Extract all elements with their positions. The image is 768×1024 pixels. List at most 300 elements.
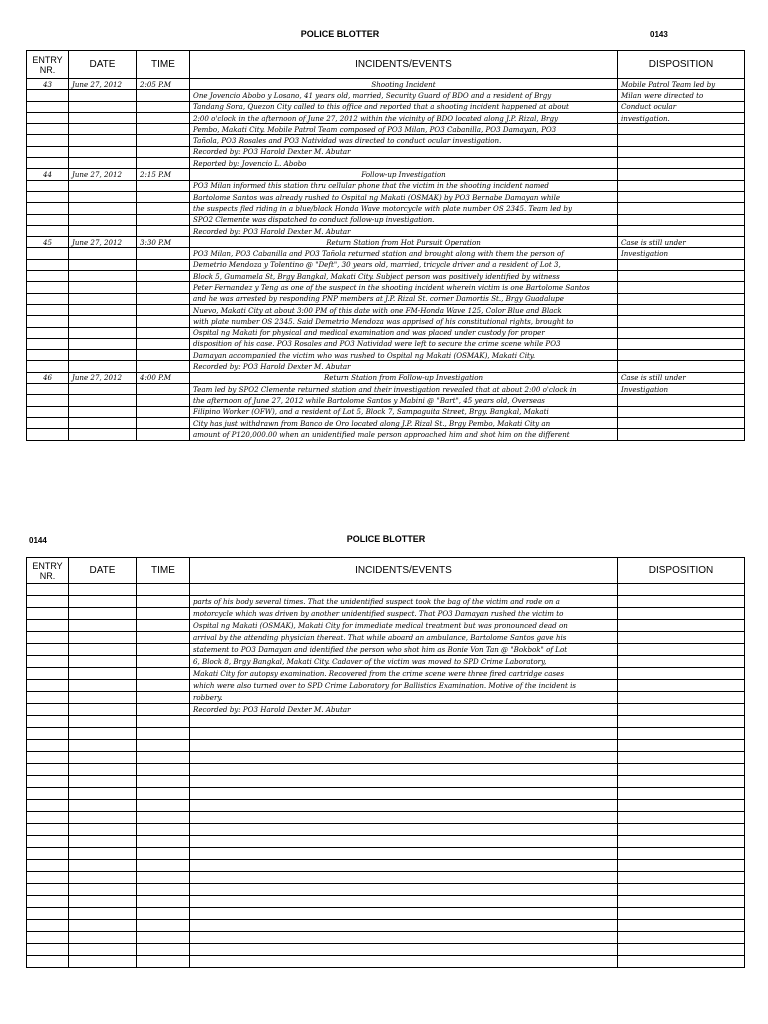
date-cell [69,824,137,836]
disposition-cell [618,692,745,704]
table-row [27,632,745,644]
table-row [27,372,745,383]
date-cell [69,728,137,740]
disposition-cell: Case is still under [618,237,745,248]
date-cell [69,716,137,728]
disposition-cell [618,282,745,293]
time-cell [137,124,190,135]
time-cell: 4:00 P.M [137,372,190,383]
date-cell [69,944,137,956]
table-row [27,860,745,872]
entry-number-cell [27,944,69,956]
entry-number-cell: 43 [27,79,69,90]
table-row [27,656,745,668]
col-header-time: TIME [137,51,190,79]
entry-number-cell [27,800,69,812]
date-cell [69,884,137,896]
page-number: 0143 [650,30,668,39]
table-row [27,203,745,214]
time-cell [137,908,190,920]
date-cell [69,860,137,872]
time-cell [137,632,190,644]
disposition-cell [618,293,745,304]
table-row [27,248,745,259]
entry-number-cell [27,644,69,656]
time-cell [137,293,190,304]
entry-number-cell [27,429,69,440]
table-row [27,237,745,248]
incident-text-cell [190,752,618,764]
page-title: POLICE BLOTTER [346,534,426,544]
entry-number-cell [27,788,69,800]
time-cell [137,728,190,740]
time-cell [137,920,190,932]
disposition-cell [618,764,745,776]
entry-number-cell [27,271,69,282]
date-cell [69,800,137,812]
table-row [27,956,745,968]
date-cell [69,146,137,157]
date-cell [69,836,137,848]
date-cell [69,620,137,632]
entry-number-cell [27,812,69,824]
time-cell [137,417,190,428]
table-row [27,608,745,620]
date-cell [69,920,137,932]
disposition-cell [618,824,745,836]
incident-text-cell [190,836,618,848]
incident-text-cell [190,932,618,944]
entry-number-cell [27,860,69,872]
incident-text-cell: the suspects fled riding in a blue/black Honda Wave motorcycle with plate number OS 2345. Team led by [190,203,618,214]
date-cell [69,101,137,112]
disposition-cell [618,327,745,338]
incident-text-cell: and he was arrested by responding PNP members at J.P. Rizal St. corner Damortis St., Brgy Guadalupe [190,293,618,304]
time-cell [137,101,190,112]
table-row [27,704,745,716]
date-cell [69,304,137,315]
disposition-cell [618,872,745,884]
col-header-entry: ENTRY NR. [27,51,69,79]
disposition-cell [618,716,745,728]
table-header-row [27,558,745,584]
disposition-cell: Investigation [618,384,745,395]
col-header-time: TIME [137,558,190,584]
table-row [27,812,745,824]
incident-text-cell: Tandang Sora, Quezon City called to this office and reported that a shooting incident happened at about [190,101,618,112]
incident-text-cell [190,740,618,752]
table-row [27,668,745,680]
date-cell: June 27, 2012 [69,79,137,90]
table-row [27,800,745,812]
table-row [27,158,745,169]
table-row [27,920,745,932]
entry-number-cell [27,417,69,428]
disposition-cell [618,740,745,752]
incident-text-cell: Recorded by: PO3 Harold Dexter M. Abutar [190,361,618,372]
incident-text-cell [190,920,618,932]
table-row [27,304,745,315]
disposition-cell [618,812,745,824]
incident-text-cell [190,728,618,740]
time-cell [137,656,190,668]
incident-text-cell [190,824,618,836]
incident-text-cell [190,812,618,824]
disposition-cell [618,908,745,920]
disposition-cell [618,203,745,214]
date-cell [69,90,137,101]
date-cell [69,248,137,259]
time-cell [137,350,190,361]
date-cell [69,644,137,656]
time-cell [137,271,190,282]
disposition-cell: Investigation [618,248,745,259]
time-cell: 2:05 P.M [137,79,190,90]
incident-text-cell: Tañola, PO3 Rosales and PO3 Natividad was directed to conduct ocular investigation. [190,135,618,146]
entry-number-cell: 45 [27,237,69,248]
incident-text-cell [190,764,618,776]
time-cell [137,112,190,123]
entry-number-cell [27,920,69,932]
incident-text-cell [190,584,618,596]
incident-text-cell: Reported by: Jovencio L. Abobo [190,158,618,169]
time-cell [137,225,190,236]
disposition-cell [618,259,745,270]
table-row [27,90,745,101]
entry-number-cell [27,282,69,293]
table-row [27,271,745,282]
table-row [27,896,745,908]
incident-text-cell: motorcycle which was driven by another unidentified suspect. That PO3 Damayan rushed the victim to [190,608,618,620]
entry-number-cell [27,824,69,836]
disposition-cell: Case is still under [618,372,745,383]
table-row [27,692,745,704]
entry-number-cell [27,632,69,644]
incident-text-cell: with plate number OS 2345. Said Demetrio Mendoza was apprised of his constitutional rights, brought to [190,316,618,327]
entry-number-cell: 44 [27,169,69,180]
incident-text-cell: SPO2 Clemente was dispatched to conduct follow-up investigation. [190,214,618,225]
time-cell [137,860,190,872]
date-cell [69,191,137,202]
table-row [27,752,745,764]
time-cell [137,800,190,812]
date-cell [69,632,137,644]
disposition-cell [618,146,745,157]
table-row [27,384,745,395]
entry-number-cell [27,776,69,788]
entry-number-cell [27,316,69,327]
date-cell [69,812,137,824]
blotter-table [26,557,745,968]
table-row [27,191,745,202]
table-row [27,124,745,135]
date-cell: June 27, 2012 [69,237,137,248]
date-cell [69,680,137,692]
date-cell [69,848,137,860]
disposition-cell [618,800,745,812]
table-row [27,338,745,349]
table-row [27,908,745,920]
table-row [27,764,745,776]
time-cell [137,824,190,836]
entry-number-cell [27,872,69,884]
table-row [27,872,745,884]
incident-text-cell [190,908,618,920]
table-row [27,716,745,728]
entry-number-cell [27,112,69,123]
time-cell [137,90,190,101]
date-cell [69,656,137,668]
entry-number-cell [27,248,69,259]
blotter-table [26,50,745,441]
disposition-cell [618,956,745,968]
incident-text-cell: statement to PO3 Damayan and identified the person who shot him as Bonie Von Tan @ "Bokbok" of Lot [190,644,618,656]
incident-text-cell [190,716,618,728]
table-row [27,146,745,157]
entry-number-cell [27,608,69,620]
date-cell: June 27, 2012 [69,372,137,383]
table-row [27,101,745,112]
disposition-cell [618,896,745,908]
disposition-cell [618,788,745,800]
disposition-cell [618,620,745,632]
table-row [27,395,745,406]
disposition-cell [618,584,745,596]
time-cell [137,259,190,270]
date-cell [69,395,137,406]
time-cell [137,956,190,968]
table-row [27,406,745,417]
time-cell [137,406,190,417]
entry-number-cell [27,596,69,608]
col-header-entry: ENTRY NR. [27,558,69,584]
incident-text-cell: the afternoon of June 27, 2012 while Bartolome Santos y Mabini @ "Bart", 45 years old, Overseas [190,395,618,406]
table-row [27,327,745,338]
incident-text-cell [190,848,618,860]
time-cell [137,668,190,680]
time-cell [137,716,190,728]
date-cell [69,316,137,327]
time-cell [137,932,190,944]
col-header-disposition: DISPOSITION [618,51,745,79]
disposition-cell [618,704,745,716]
date-cell [69,203,137,214]
date-cell [69,293,137,304]
date-cell [69,788,137,800]
entry-number-cell [27,146,69,157]
date-cell [69,608,137,620]
entry-number-cell: 46 [27,372,69,383]
entry-number-cell [27,848,69,860]
entry-number-cell [27,384,69,395]
entry-number-cell [27,584,69,596]
disposition-cell [618,944,745,956]
disposition-cell [618,225,745,236]
disposition-cell [618,338,745,349]
table-row [27,214,745,225]
disposition-cell [618,271,745,282]
disposition-cell [618,406,745,417]
disposition-cell [618,417,745,428]
time-cell [137,327,190,338]
table-header-row [27,51,745,79]
date-cell [69,271,137,282]
time-cell [137,872,190,884]
incident-text-cell: Ospital ng Makati for physical and medical examination and was placed under custody for proper [190,327,618,338]
date-cell [69,668,137,680]
entry-number-cell [27,259,69,270]
table-row [27,361,745,372]
time-cell [137,620,190,632]
table-row [27,584,745,596]
table-row [27,848,745,860]
time-cell [137,752,190,764]
incident-text-cell: Pembo, Makati City. Mobile Patrol Team composed of PO3 Milan, PO3 Cabanilla, PO3 Damayan, PO3 [190,124,618,135]
date-cell [69,764,137,776]
page-number: 0144 [29,536,47,545]
disposition-cell [618,920,745,932]
date-cell [69,282,137,293]
disposition-cell [618,644,745,656]
table-row [27,884,745,896]
date-cell [69,908,137,920]
entry-number-cell [27,225,69,236]
col-header-incidents: INCIDENTS/EVENTS [190,558,618,584]
incident-text-cell: amount of P120,000.00 when an unidentified male person approached him and shot him on the different [190,429,618,440]
time-cell [137,608,190,620]
disposition-cell [618,884,745,896]
disposition-cell [618,680,745,692]
entry-number-cell [27,191,69,202]
entry-number-cell [27,361,69,372]
entry-number-cell [27,338,69,349]
entry-number-cell [27,214,69,225]
date-cell [69,896,137,908]
date-cell [69,214,137,225]
entry-number-cell [27,293,69,304]
table-row [27,824,745,836]
date-cell [69,135,137,146]
table-row [27,680,745,692]
time-cell [137,812,190,824]
table-row [27,350,745,361]
date-cell [69,225,137,236]
date-cell [69,259,137,270]
entry-number-cell [27,124,69,135]
disposition-cell [618,668,745,680]
incident-text-cell: Nuevo, Makati City at about 3:00 PM of this date with one FM-Honda Wave 125, Color Blue and Black [190,304,618,315]
time-cell [137,884,190,896]
time-cell [137,896,190,908]
entry-number-cell [27,180,69,191]
entry-heading-cell: Return Station from Hot Pursuit Operation [190,237,618,248]
date-cell [69,350,137,361]
incident-text-cell: 2:00 o'clock in the afternoon of June 27, 2012 within the vicinity of BDO located along J.P. Rizal, Brgy [190,112,618,123]
entry-heading-cell: Follow-up Investigation [190,169,618,180]
disposition-cell [618,124,745,135]
table-row [27,225,745,236]
date-cell [69,158,137,169]
date-cell [69,338,137,349]
disposition-cell [618,848,745,860]
incident-text-cell: Recorded by: PO3 Harold Dexter M. Abutar [190,225,618,236]
disposition-cell [618,596,745,608]
incident-text-cell [190,944,618,956]
entry-number-cell [27,350,69,361]
disposition-cell [618,932,745,944]
disposition-cell [618,776,745,788]
entry-number-cell [27,101,69,112]
time-cell [137,788,190,800]
incident-text-cell: parts of his body several times. That the unidentified suspect took the bag of the victim and rode on a [190,596,618,608]
disposition-cell [618,728,745,740]
time-cell [137,740,190,752]
table-row [27,135,745,146]
disposition-cell [618,632,745,644]
time-cell [137,158,190,169]
entry-number-cell [27,752,69,764]
incident-text-cell: City has just withdrawn from Banco de Oro located along J.P. Rizal St., Brgy Pembo, Makati City an [190,417,618,428]
incident-text-cell [190,776,618,788]
time-cell [137,644,190,656]
date-cell [69,384,137,395]
col-header-date: DATE [69,51,137,79]
disposition-cell [618,752,745,764]
time-cell [137,135,190,146]
date-cell [69,956,137,968]
disposition-cell [618,214,745,225]
date-cell [69,704,137,716]
date-cell [69,872,137,884]
table-row [27,429,745,440]
table-row [27,259,745,270]
entry-number-cell [27,668,69,680]
table-row [27,932,745,944]
table-row [27,417,745,428]
incident-text-cell [190,860,618,872]
time-cell [137,848,190,860]
table-row [27,836,745,848]
table-row [27,740,745,752]
incident-text-cell: Makati City for autopsy examination. Recovered from the crime scene were three fired cartridge cases [190,668,618,680]
entry-number-cell [27,304,69,315]
incident-text-cell: Demetrio Mendoza y Tolentino @ "Deft", 30 years old, married, tricycle driver and a resident of Lot 3, [190,259,618,270]
time-cell: 2:15 P.M [137,169,190,180]
table-row [27,944,745,956]
table-row [27,112,745,123]
incident-text-cell: Peter Fernandez y Teng as one of the suspect in the shooting incident wherein victim is one Bartolome Santos [190,282,618,293]
time-cell [137,680,190,692]
incident-text-cell: Block 5, Gumamela St, Brgy Bangkal, Makati City. Subject person was positively identified by witness [190,271,618,282]
time-cell [137,282,190,293]
table-row [27,316,745,327]
time-cell [137,584,190,596]
entry-number-cell [27,704,69,716]
disposition-cell [618,158,745,169]
incident-text-cell [190,872,618,884]
time-cell [137,146,190,157]
date-cell [69,361,137,372]
disposition-cell [618,608,745,620]
disposition-cell [618,180,745,191]
incident-text-cell: PO3 Milan, PO3 Cabanilla and PO3 Tañola returned station and brought along with them the person of [190,248,618,259]
time-cell [137,316,190,327]
entry-number-cell [27,203,69,214]
table-row [27,596,745,608]
page-title: POLICE BLOTTER [300,29,380,39]
disposition-cell [618,860,745,872]
time-cell [137,692,190,704]
